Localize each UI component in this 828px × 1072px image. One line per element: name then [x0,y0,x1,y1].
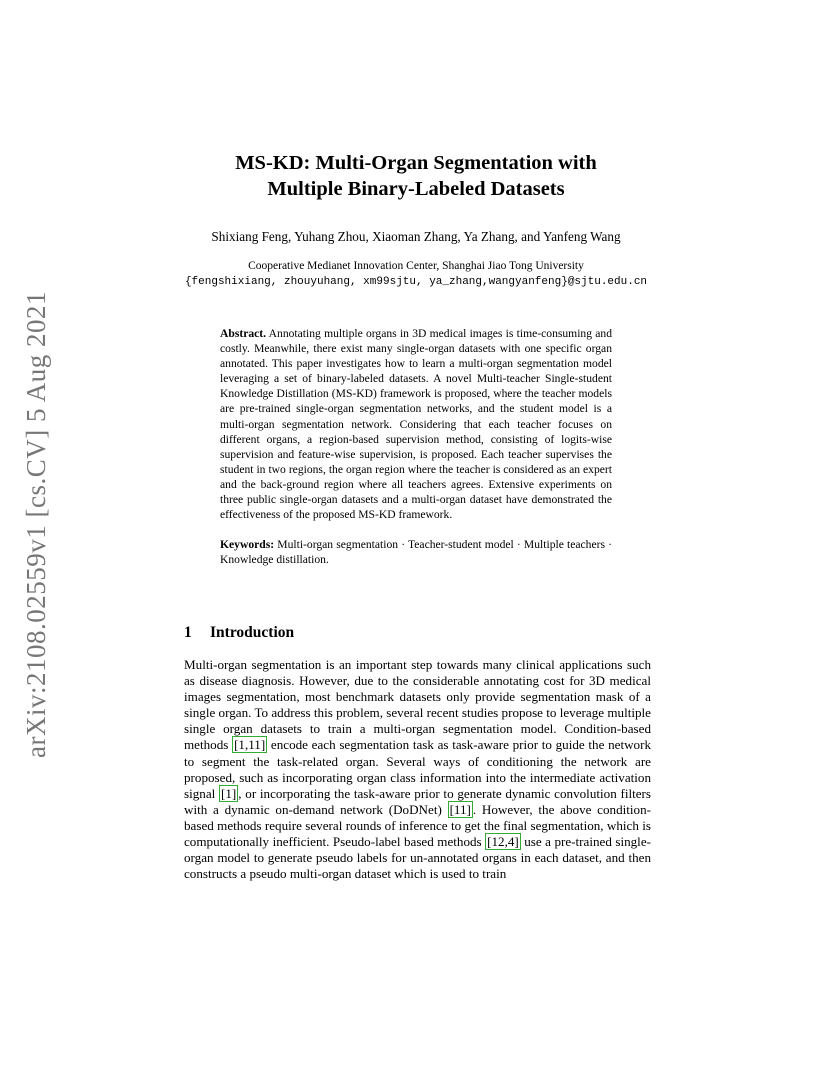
intro-text-2: encode each segmentation task as task-aware prior to guide the network to segment the task-related organ. Several ways of conditioning the network are proposed, such as incorporating organ class information into the intermediate activation signal [184,737,651,801]
citation-link[interactable]: [1,11] [234,737,266,753]
citation-link[interactable]: [1] [221,785,237,801]
arxiv-id: arXiv:2108.02559v1 [cs.CV] 5 Aug 2021 [20,290,51,758]
intro-text-3: , or incorporating the task-aware prior to generate dynamic convolution filters with a dynamic on-demand network (DoDNet) [184,785,651,817]
intro-paragraph [184,657,651,882]
email-list: {fengshixiang, zhouyuhang, xm99sjtu, ya_zhang,wangyanfeng}@sjtu.edu.cn [184,275,648,288]
abstract-paragraph [220,326,612,522]
arxiv-watermark [14,288,58,760]
section-heading [184,624,294,642]
intro-text-5: use a pre-trained single-organ model to generate pseudo labels for un-annotated organs in each dataset, and then constructs a pseudo multi-organ dataset which is used to train [184,834,651,882]
paper-title [120,150,712,202]
citation-link[interactable]: [11] [449,801,471,817]
intro-text-1: Multi-organ segmentation is an important step towards many clinical applications such as disease diagnosis. However, due to the considerable annotating cost for 3D medical images segmentation, most benchmark datasets only provide segmentation mask of a single organ. To address this problem, several recent studies propose to leverage multiple single organ datasets to train a multi-organ segmentation model. Condition-based methods [184,657,651,753]
abstract-text: Annotating multiple organs in 3D medical images is time-consuming and costly. Meanwhile, there exist many single-organ datasets with one specific organ annotated. This paper investigates how to learn a multi-organ segmentation model leveraging a set of binary-labeled datasets. A novel Multi-teacher Single-student Knowledge Distillation (MS-KD) framework is proposed, where the teacher models are pre-trained single-organ segmentation networks, and the student model is a multi-organ segmentation network. Considering that each teacher focuses on different organs, a region-based supervision method, consisting of logits-wise supervision and feature-wise supervision, is proposed. Each teacher supervises the student in two regions, the organ region where the teacher is considered as an expert and the back-ground region where all teachers agrees. Extensive experiments on three public single-organ datasets and a multi-organ dataset have demonstrated the effectiveness of the proposed MS-KD framework. [220,327,613,522]
citation-link[interactable]: [12,4] [487,834,519,850]
intro-body [184,657,651,882]
affiliation: Cooperative Medianet Innovation Center, Shanghai Jiao Tong University [248,260,584,272]
abstract-label: Abstract. [220,327,267,340]
section-title: Introduction [210,624,295,641]
section-number: 1 [184,624,192,641]
title-line-1: MS-KD: Multi-Organ Segmentation with [235,152,597,174]
keywords-label: Keywords: [220,538,275,552]
abstract-block [220,326,612,567]
keywords-text: Multi-organ segmentation · Teacher-student model · Multiple teachers · Knowledge distillation. [220,538,612,567]
affiliation-block [120,259,712,290]
intro-text-4: . However, the above condition-based methods require several rounds of inference to get the final segmentation, which is computationally inefficient. Pseudo-label based methods [184,801,651,850]
author-list: Shixiang Feng, Yuhang Zhou, Xiaoman Zhang, Ya Zhang, and Yanfeng Wang [211,229,621,244]
title-line-2: Multiple Binary-Labeled Datasets [267,178,565,200]
keywords-paragraph [220,537,612,567]
